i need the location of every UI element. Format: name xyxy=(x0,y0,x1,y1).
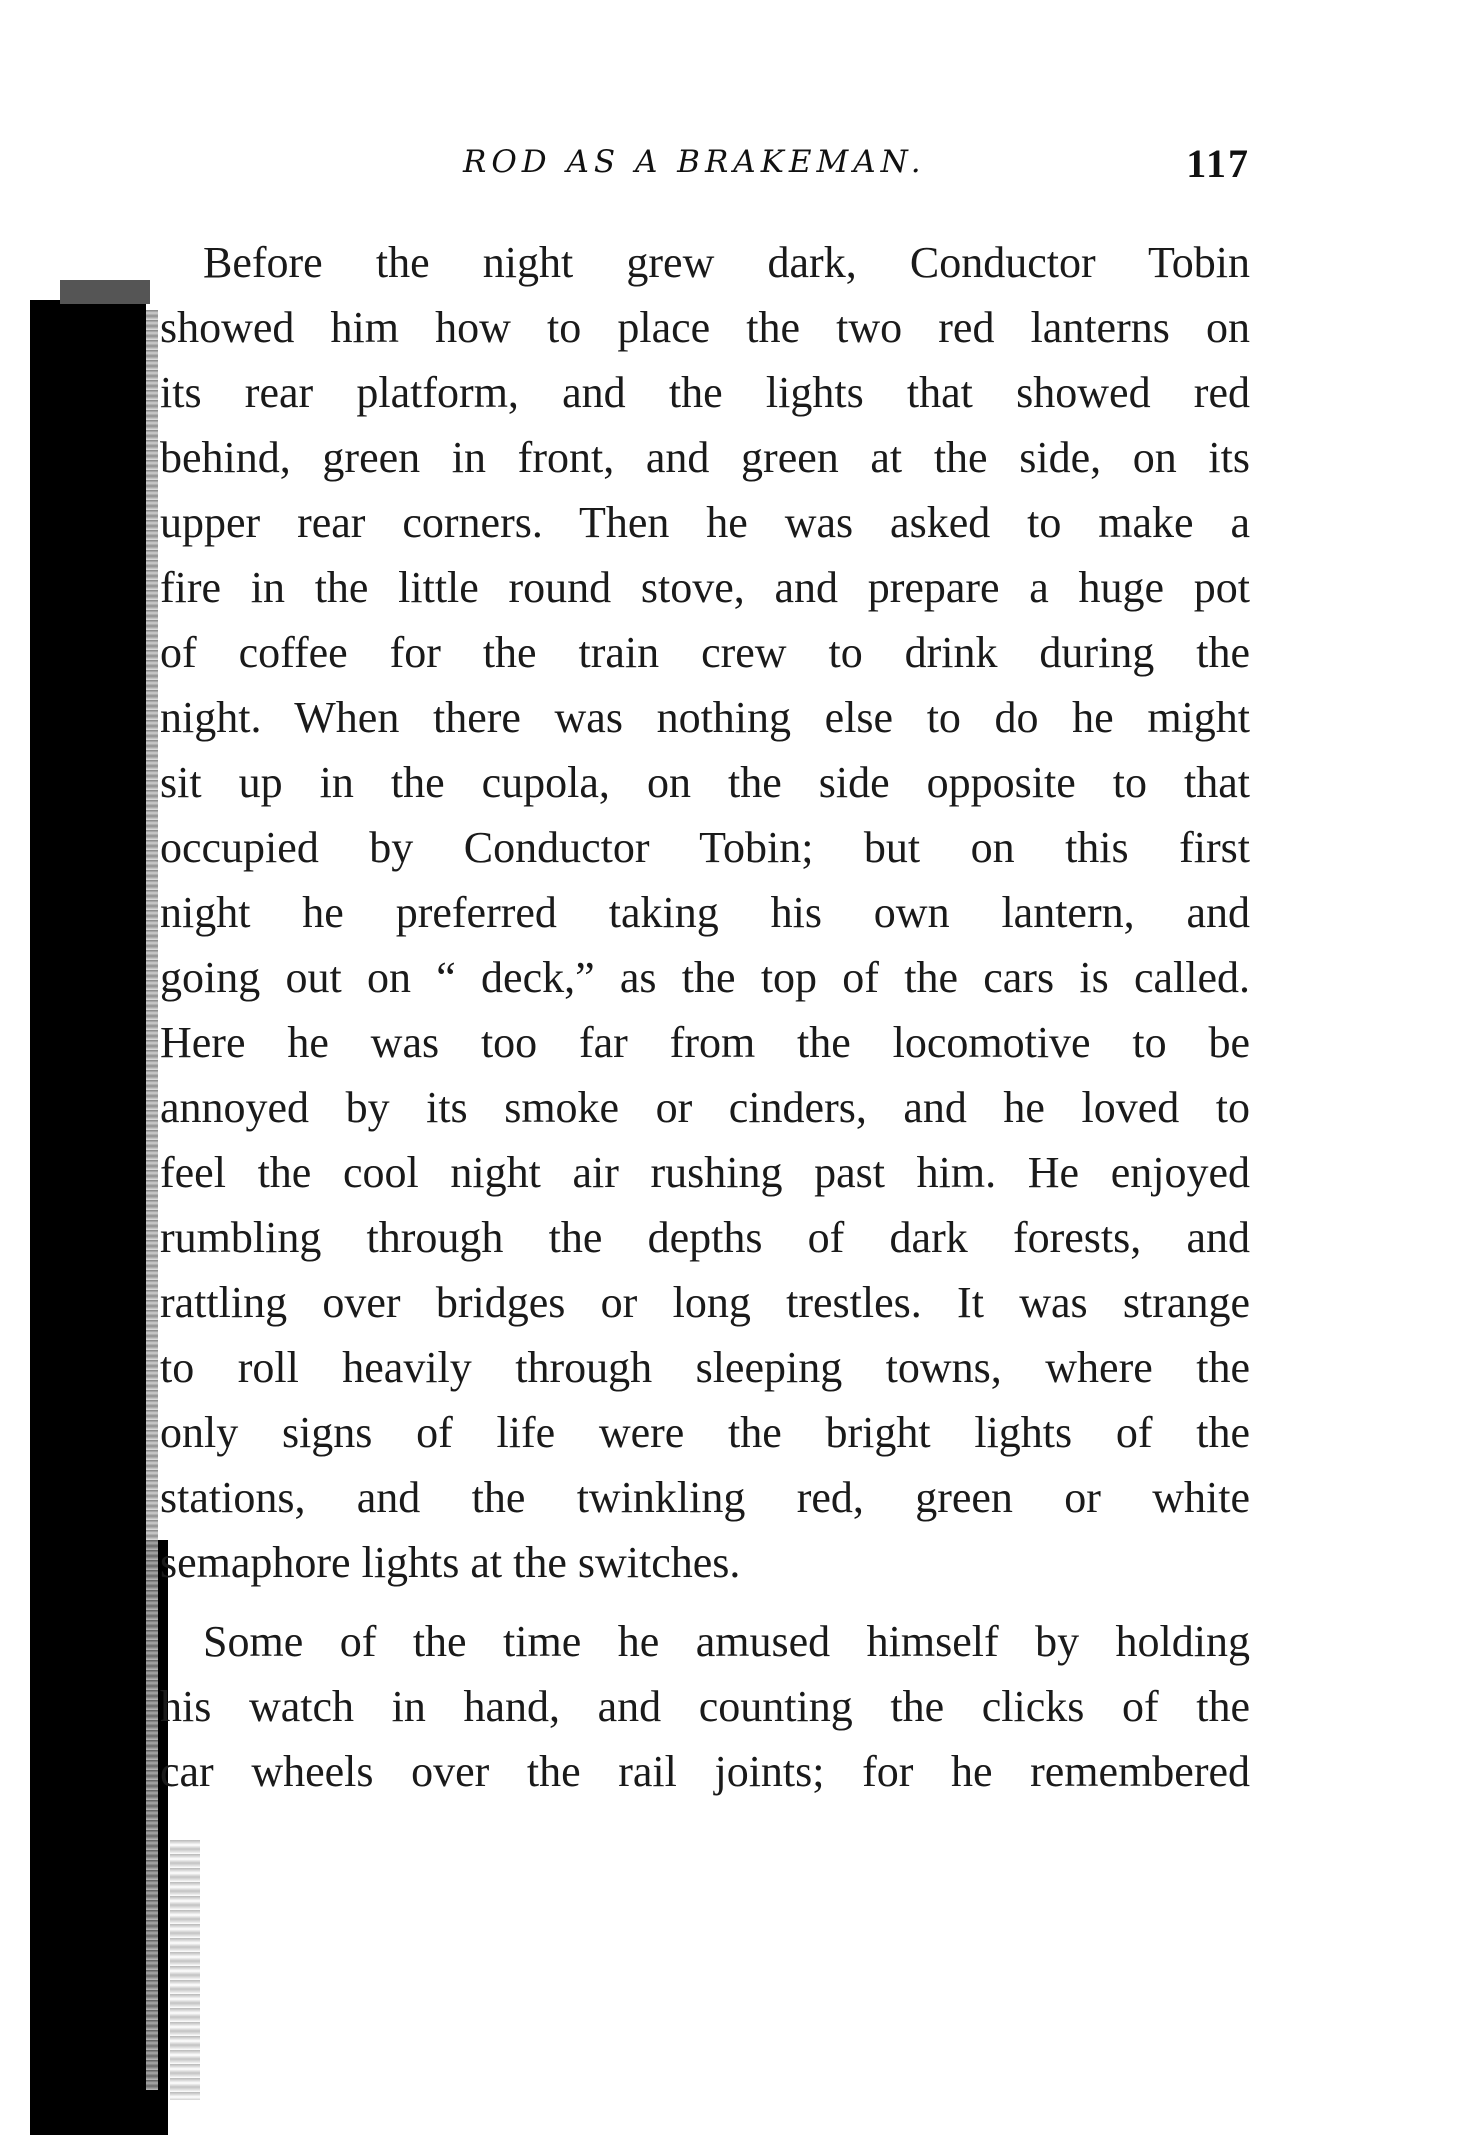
text-line: Before the night grew dark, Conductor Tobin xyxy=(203,238,1250,287)
text-line: sit up in the cupola, on the side opposite to that xyxy=(160,758,1250,807)
text-line: night he preferred taking his own lantern, and xyxy=(160,888,1250,937)
paragraph-2 xyxy=(160,1609,1250,1804)
binding-dark-band xyxy=(28,300,146,1540)
running-head xyxy=(160,140,1250,190)
binding-page-edge-lower xyxy=(170,1840,200,2100)
text-line: rumbling through the depths of dark forests, and xyxy=(160,1213,1250,1262)
text-line: going out on “ deck,” as the top of the cars is called. xyxy=(160,953,1250,1002)
text-line: annoyed by its smoke or cinders, and he loved to xyxy=(160,1083,1250,1132)
text-line: only signs of life were the bright lights of the xyxy=(160,1408,1250,1457)
text-line: night. When there was nothing else to do he might xyxy=(160,693,1250,742)
text-line: car wheels over the rail joints; for he remembered xyxy=(160,1747,1250,1796)
text-line: semaphore lights at the switches. xyxy=(160,1538,741,1587)
text-line: rattling over bridges or long trestles. It was strange xyxy=(160,1278,1250,1327)
text-line: fire in the little round stove, and prepare a huge pot xyxy=(160,563,1250,612)
text-line: stations, and the twinkling red, green or white xyxy=(160,1473,1250,1522)
text-line: its rear platform, and the lights that showed red xyxy=(160,368,1250,417)
binding-top-edge xyxy=(60,280,150,304)
text-line: his watch in hand, and counting the clicks of the xyxy=(160,1682,1250,1731)
text-line: upper rear corners. Then he was asked to make a xyxy=(160,498,1250,547)
text-line: occupied by Conductor Tobin; but on this first xyxy=(160,823,1250,872)
text-line: feel the cool night air rushing past him. He enjoyed xyxy=(160,1148,1250,1197)
binding-shadow xyxy=(0,0,132,2135)
binding-margin xyxy=(0,300,30,2135)
page-number: 117 xyxy=(1186,141,1250,186)
text-line: behind, green in front, and green at the side, on its xyxy=(160,433,1250,482)
text-line: showed him how to place the two red lanterns on xyxy=(160,303,1250,352)
text-line: to roll heavily through sleeping towns, where the xyxy=(160,1343,1250,1392)
binding-page-edge xyxy=(146,310,158,2090)
paragraph-1 xyxy=(160,230,1250,1595)
text-line: Here he was too far from the locomotive to be xyxy=(160,1018,1250,1067)
text-line: of coffee for the train crew to drink during the xyxy=(160,628,1250,677)
text-line: Some of the time he amused himself by holding xyxy=(203,1617,1250,1666)
running-title: ROD AS A BRAKEMAN. xyxy=(463,144,926,180)
body-text xyxy=(160,230,1250,1818)
